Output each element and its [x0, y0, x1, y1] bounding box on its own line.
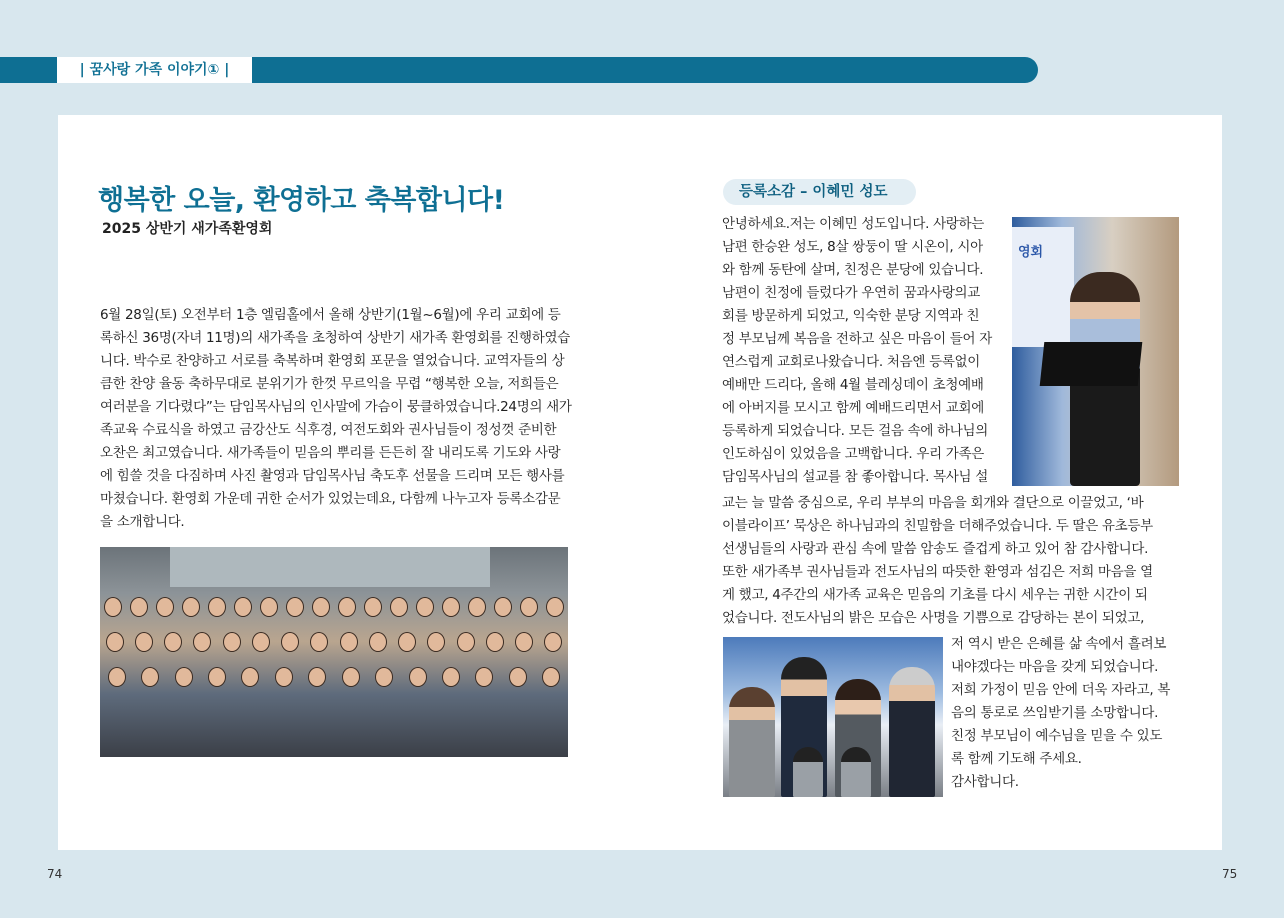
testimony-line: 었습니다. 전도사님의 밝은 모습은 사명을 기쁨으로 감당하는 본이 되었고, — [722, 610, 1145, 626]
family-member — [729, 687, 775, 797]
testimony-line: 감사합니다. — [951, 774, 1019, 790]
testimony-line: 담임목사님의 설교를 참 좋아합니다. 목사님 설 — [722, 469, 989, 485]
testimony-line: 교는 늘 말씀 중심으로, 우리 부부의 마음을 회개와 결단으로 이끌었고, ‘바 — [722, 495, 1144, 511]
section-tab: | 꿈사랑 가족 이야기① | — [57, 57, 252, 83]
article-subtitle: 2025 상반기 새가족환영회 — [102, 221, 273, 237]
testimony-line: 게 했고, 4주간의 새가족 교육은 믿음의 기초를 다시 세우는 귀한 시간이 되 — [722, 587, 1148, 603]
testimony-line: 내야겠다는 마음을 갖게 되었습니다. — [951, 659, 1159, 675]
testimony-line: 저희 가정이 믿음 안에 더욱 자라고, 복 — [951, 682, 1171, 698]
page-number-left: 74 — [47, 867, 63, 881]
family-child — [841, 747, 871, 797]
speaker-photo — [1012, 217, 1179, 486]
testimony-line: 정 부모님께 복음을 전하고 싶은 마음이 들어 자 — [722, 331, 993, 347]
testimony-line: 또한 새가족부 권사님들과 전도사님의 따뜻한 환영과 섬김은 저희 마음을 열 — [722, 564, 1153, 580]
testimony-line: 저 역시 받은 은혜를 삶 속에서 흘려보 — [951, 636, 1167, 652]
family-photo — [723, 637, 943, 797]
family-child — [793, 747, 823, 797]
photo-background-wall — [170, 547, 490, 587]
article-title: 행복한 오늘, 환영하고 축복합니다! — [98, 185, 505, 216]
testimony-line: 남편 한승완 성도, 8살 쌍둥이 딸 시온이, 시아 — [722, 239, 983, 255]
testimony-line: 예배만 드리다, 올해 4월 블레싱데이 초청예배 — [722, 377, 984, 393]
article-body: 6월 28일(토) 오전부터 1층 엘림홀에서 올해 상반기(1월~6월)에 우리 교회에 등록하신 36명(자녀 11명)의 새가족을 초청하여 상반기 새가족 환영회를 진행하였습니다. 박수로 찬양하고 서로를 축복하며 환영회 포문을 열었습니다. 교역자들의 상큼한 찬양 율동 축하무대로 분위기가 한껏 무르익을 무렵 “행복한 오늘, 저희들은 여러분을 기다렸다”는 담임목사님의 인사말에 가슴이 뭉클하였습니다.24명의 새가족교육 수료식을 하였고 금강산도 식후경, 여전도회와 권사님들이 정성껏 준비한 오찬은 최고였습니다. 새가족들이 믿음의 뿌리를 든든히 잘 내리도록 기도와 사랑에 힘쓸 것을 다짐하며 사진 촬영과 담임목사님 축도후 선물을 드리며 모든 행사를 마쳤습니다. 환영회 가운데 귀한 순서가 있었는데요, 다함께 나누고자 등록소감문을 소개합니다. — [100, 307, 572, 530]
testimony-line: 와 함께 동탄에 살며, 친정은 분당에 있습니다. — [722, 262, 984, 278]
testimony-line: 이블라이프’ 묵상은 하나님과의 친밀함을 더해주었습니다. 두 딸은 유초등부 — [722, 518, 1153, 534]
group-photo — [100, 547, 568, 757]
testimony-line: 에 아버지를 모시고 함께 예배드리면서 교회에 — [722, 400, 985, 416]
testimony-line: 인도하심이 있었음을 고백합니다. 우리 가족은 — [722, 446, 985, 462]
testimony-heading: 등록소감 – 이혜민 성도 — [723, 179, 916, 205]
music-stand — [1040, 342, 1143, 386]
testimony-line: 록 함께 기도해 주세요. — [951, 751, 1082, 767]
testimony-line: 친정 부모님이 예수님을 믿을 수 있도 — [951, 728, 1163, 744]
testimony-line: 회를 방문하게 되었고, 익숙한 분당 지역과 친 — [722, 308, 980, 324]
testimony-line: 남편이 친정에 들렀다가 우연히 꿈과사랑의교 — [722, 285, 981, 301]
testimony-line: 음의 통로로 쓰임받기를 소망합니다. — [951, 705, 1159, 721]
screen-banner-text: 영회 — [1018, 245, 1044, 260]
testimony-line: 등록하게 되었습니다. 모든 걸음 속에 하나님의 — [722, 423, 989, 439]
testimony-line: 안녕하세요.저는 이혜민 성도입니다. 사랑하는 — [722, 216, 985, 232]
crowd-row-front — [100, 667, 568, 737]
testimony-line: 선생님들의 사랑과 관심 속에 말씀 암송도 즐겁게 하고 있어 참 감사합니다. — [722, 541, 1149, 557]
page-number-right: 75 — [1222, 867, 1238, 881]
testimony-line: 연스럽게 교회로나왔습니다. 처음엔 등록없이 — [722, 354, 981, 370]
family-member — [889, 667, 935, 797]
